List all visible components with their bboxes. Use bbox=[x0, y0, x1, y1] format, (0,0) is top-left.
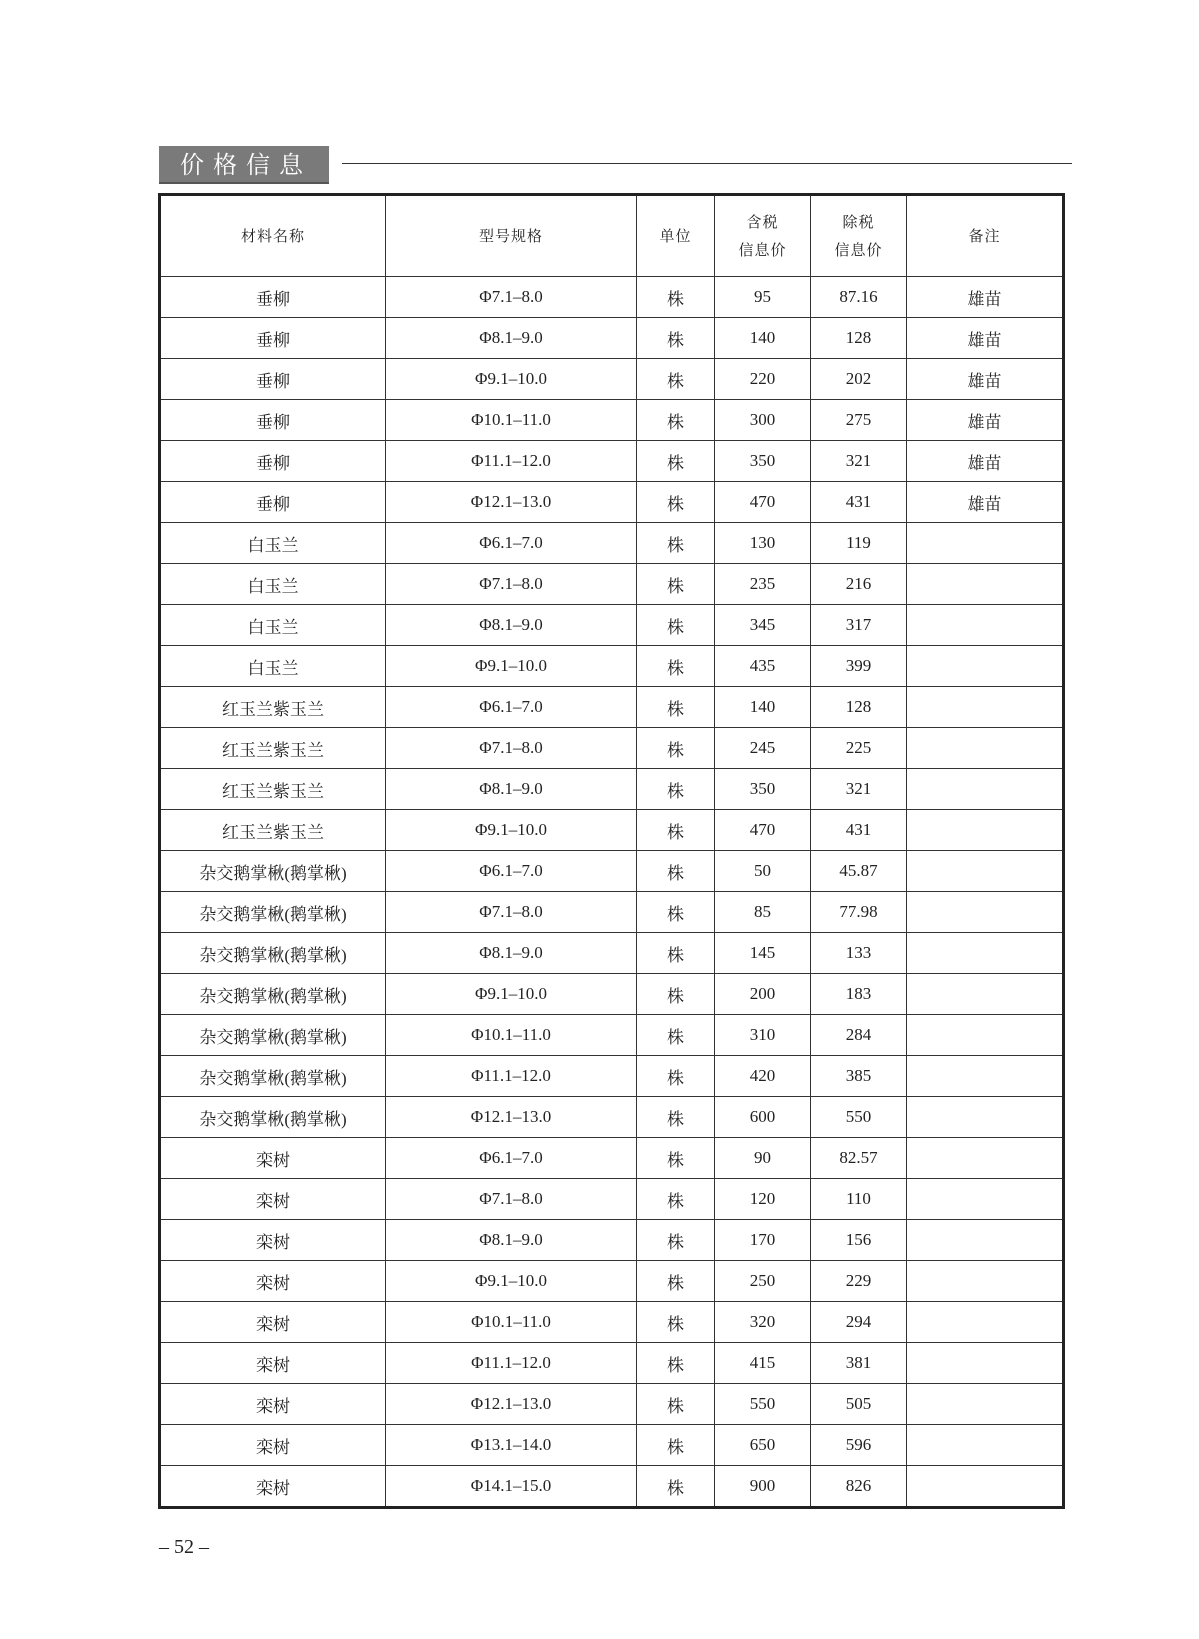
cell-remark bbox=[907, 1384, 1064, 1425]
cell-name: 杂交鹅掌楸(鹅掌楸) bbox=[160, 1056, 386, 1097]
table-row bbox=[160, 1425, 1064, 1466]
table-row bbox=[160, 359, 1064, 400]
cell-spec: Φ6.1–7.0 bbox=[386, 687, 637, 728]
cell-spec: Φ8.1–9.0 bbox=[386, 769, 637, 810]
cell-unit: 株 bbox=[637, 1302, 715, 1343]
cell-spec: Φ7.1–8.0 bbox=[386, 277, 637, 318]
cell-price-notax: 431 bbox=[811, 810, 907, 851]
cell-price-tax: 600 bbox=[715, 1097, 811, 1138]
cell-remark: 雄苗 bbox=[907, 318, 1064, 359]
cell-price-tax: 95 bbox=[715, 277, 811, 318]
cell-spec: Φ10.1–11.0 bbox=[386, 1015, 637, 1056]
cell-unit: 株 bbox=[637, 482, 715, 523]
cell-unit: 株 bbox=[637, 441, 715, 482]
cell-price-tax: 350 bbox=[715, 769, 811, 810]
table-row bbox=[160, 851, 1064, 892]
cell-price-notax: 385 bbox=[811, 1056, 907, 1097]
cell-unit: 株 bbox=[637, 1425, 715, 1466]
cell-price-tax: 235 bbox=[715, 564, 811, 605]
cell-price-tax: 145 bbox=[715, 933, 811, 974]
cell-name: 杂交鹅掌楸(鹅掌楸) bbox=[160, 974, 386, 1015]
cell-name: 垂柳 bbox=[160, 441, 386, 482]
cell-price-notax: 381 bbox=[811, 1343, 907, 1384]
cell-unit: 株 bbox=[637, 1097, 715, 1138]
cell-price-notax: 156 bbox=[811, 1220, 907, 1261]
cell-unit: 株 bbox=[637, 769, 715, 810]
cell-spec: Φ9.1–10.0 bbox=[386, 646, 637, 687]
cell-remark bbox=[907, 1220, 1064, 1261]
table-row bbox=[160, 892, 1064, 933]
cell-price-notax: 321 bbox=[811, 441, 907, 482]
cell-name: 栾树 bbox=[160, 1425, 386, 1466]
cell-remark: 雄苗 bbox=[907, 400, 1064, 441]
cell-spec: Φ9.1–10.0 bbox=[386, 359, 637, 400]
cell-name: 杂交鹅掌楸(鹅掌楸) bbox=[160, 1015, 386, 1056]
cell-price-tax: 245 bbox=[715, 728, 811, 769]
cell-unit: 株 bbox=[637, 933, 715, 974]
cell-unit: 株 bbox=[637, 892, 715, 933]
cell-remark bbox=[907, 687, 1064, 728]
cell-unit: 株 bbox=[637, 1138, 715, 1179]
cell-unit: 株 bbox=[637, 1179, 715, 1220]
cell-unit: 株 bbox=[637, 974, 715, 1015]
table-row bbox=[160, 1015, 1064, 1056]
table-row bbox=[160, 1097, 1064, 1138]
cell-remark: 雄苗 bbox=[907, 277, 1064, 318]
cell-price-notax: 399 bbox=[811, 646, 907, 687]
cell-remark: 雄苗 bbox=[907, 359, 1064, 400]
cell-remark: 雄苗 bbox=[907, 441, 1064, 482]
cell-price-tax: 120 bbox=[715, 1179, 811, 1220]
cell-name: 杂交鹅掌楸(鹅掌楸) bbox=[160, 933, 386, 974]
cell-name: 杂交鹅掌楸(鹅掌楸) bbox=[160, 892, 386, 933]
table-row bbox=[160, 1220, 1064, 1261]
cell-price-notax: 128 bbox=[811, 318, 907, 359]
cell-unit: 株 bbox=[637, 1466, 715, 1508]
cell-price-notax: 119 bbox=[811, 523, 907, 564]
cell-unit: 株 bbox=[637, 605, 715, 646]
cell-remark bbox=[907, 1138, 1064, 1179]
table-row bbox=[160, 1302, 1064, 1343]
header-price-tax bbox=[715, 195, 811, 277]
cell-price-tax: 300 bbox=[715, 400, 811, 441]
table-row bbox=[160, 810, 1064, 851]
cell-price-tax: 900 bbox=[715, 1466, 811, 1508]
cell-price-tax: 140 bbox=[715, 318, 811, 359]
cell-unit: 株 bbox=[637, 1015, 715, 1056]
cell-name: 白玉兰 bbox=[160, 605, 386, 646]
cell-remark: 雄苗 bbox=[907, 482, 1064, 523]
page-number: – 52 – bbox=[159, 1536, 209, 1558]
cell-name: 红玉兰紫玉兰 bbox=[160, 810, 386, 851]
header-remark: 备注 bbox=[907, 195, 1064, 277]
cell-unit: 株 bbox=[637, 687, 715, 728]
cell-spec: Φ12.1–13.0 bbox=[386, 1384, 637, 1425]
cell-name: 栾树 bbox=[160, 1261, 386, 1302]
cell-price-tax: 350 bbox=[715, 441, 811, 482]
cell-remark bbox=[907, 1261, 1064, 1302]
cell-remark bbox=[907, 769, 1064, 810]
section-divider bbox=[342, 163, 1072, 164]
cell-price-tax: 415 bbox=[715, 1343, 811, 1384]
cell-price-tax: 85 bbox=[715, 892, 811, 933]
cell-price-notax: 202 bbox=[811, 359, 907, 400]
cell-price-tax: 220 bbox=[715, 359, 811, 400]
cell-remark bbox=[907, 605, 1064, 646]
cell-name: 杂交鹅掌楸(鹅掌楸) bbox=[160, 1097, 386, 1138]
header-price-tax-line2: 信息价 bbox=[738, 241, 787, 259]
cell-spec: Φ8.1–9.0 bbox=[386, 605, 637, 646]
cell-name: 栾树 bbox=[160, 1343, 386, 1384]
cell-name: 栾树 bbox=[160, 1466, 386, 1508]
cell-name: 栾树 bbox=[160, 1384, 386, 1425]
cell-price-notax: 317 bbox=[811, 605, 907, 646]
cell-spec: Φ12.1–13.0 bbox=[386, 1097, 637, 1138]
cell-name: 栾树 bbox=[160, 1302, 386, 1343]
cell-unit: 株 bbox=[637, 646, 715, 687]
cell-spec: Φ6.1–7.0 bbox=[386, 851, 637, 892]
header-row bbox=[160, 195, 1064, 277]
cell-unit: 株 bbox=[637, 810, 715, 851]
cell-price-tax: 170 bbox=[715, 1220, 811, 1261]
cell-spec: Φ9.1–10.0 bbox=[386, 810, 637, 851]
header-name: 材料名称 bbox=[160, 195, 386, 277]
cell-price-tax: 345 bbox=[715, 605, 811, 646]
cell-price-notax: 284 bbox=[811, 1015, 907, 1056]
header-price-notax-line2: 信息价 bbox=[834, 241, 883, 259]
cell-price-tax: 90 bbox=[715, 1138, 811, 1179]
cell-remark bbox=[907, 1179, 1064, 1220]
cell-spec: Φ12.1–13.0 bbox=[386, 482, 637, 523]
cell-name: 垂柳 bbox=[160, 359, 386, 400]
table-row bbox=[160, 1138, 1064, 1179]
cell-unit: 株 bbox=[637, 1384, 715, 1425]
cell-unit: 株 bbox=[637, 1056, 715, 1097]
cell-remark bbox=[907, 646, 1064, 687]
table-header bbox=[160, 195, 1064, 277]
table-row bbox=[160, 1261, 1064, 1302]
cell-spec: Φ14.1–15.0 bbox=[386, 1466, 637, 1508]
cell-price-notax: 294 bbox=[811, 1302, 907, 1343]
cell-unit: 株 bbox=[637, 523, 715, 564]
table-row bbox=[160, 564, 1064, 605]
table-row bbox=[160, 687, 1064, 728]
table-row bbox=[160, 482, 1064, 523]
cell-remark bbox=[907, 851, 1064, 892]
cell-price-tax: 250 bbox=[715, 1261, 811, 1302]
cell-price-notax: 321 bbox=[811, 769, 907, 810]
cell-price-notax: 87.16 bbox=[811, 277, 907, 318]
table-row bbox=[160, 441, 1064, 482]
header-unit: 单位 bbox=[637, 195, 715, 277]
cell-price-tax: 130 bbox=[715, 523, 811, 564]
cell-unit: 株 bbox=[637, 318, 715, 359]
cell-remark bbox=[907, 892, 1064, 933]
cell-remark bbox=[907, 728, 1064, 769]
cell-name: 垂柳 bbox=[160, 482, 386, 523]
cell-spec: Φ6.1–7.0 bbox=[386, 1138, 637, 1179]
cell-price-notax: 275 bbox=[811, 400, 907, 441]
cell-price-notax: 45.87 bbox=[811, 851, 907, 892]
table-row bbox=[160, 523, 1064, 564]
cell-remark bbox=[907, 1343, 1064, 1384]
header-price-notax-line1: 除税 bbox=[842, 213, 875, 231]
cell-unit: 株 bbox=[637, 564, 715, 605]
table-row bbox=[160, 277, 1064, 318]
price-table bbox=[158, 193, 1065, 1509]
cell-name: 栾树 bbox=[160, 1220, 386, 1261]
cell-spec: Φ8.1–9.0 bbox=[386, 933, 637, 974]
cell-remark bbox=[907, 810, 1064, 851]
table-body bbox=[160, 277, 1064, 1508]
cell-price-notax: 596 bbox=[811, 1425, 907, 1466]
table-row bbox=[160, 646, 1064, 687]
table-row bbox=[160, 1056, 1064, 1097]
cell-unit: 株 bbox=[637, 851, 715, 892]
cell-name: 白玉兰 bbox=[160, 523, 386, 564]
cell-price-tax: 435 bbox=[715, 646, 811, 687]
cell-name: 白玉兰 bbox=[160, 564, 386, 605]
table-row bbox=[160, 605, 1064, 646]
cell-remark bbox=[907, 523, 1064, 564]
cell-remark bbox=[907, 1015, 1064, 1056]
cell-spec: Φ7.1–8.0 bbox=[386, 728, 637, 769]
cell-name: 红玉兰紫玉兰 bbox=[160, 687, 386, 728]
cell-name: 杂交鹅掌楸(鹅掌楸) bbox=[160, 851, 386, 892]
cell-price-tax: 200 bbox=[715, 974, 811, 1015]
cell-price-tax: 140 bbox=[715, 687, 811, 728]
table-row bbox=[160, 1384, 1064, 1425]
cell-unit: 株 bbox=[637, 1261, 715, 1302]
table-row bbox=[160, 933, 1064, 974]
cell-unit: 株 bbox=[637, 728, 715, 769]
cell-price-tax: 470 bbox=[715, 482, 811, 523]
cell-unit: 株 bbox=[637, 400, 715, 441]
section-header bbox=[159, 146, 1072, 186]
cell-price-tax: 650 bbox=[715, 1425, 811, 1466]
table-row bbox=[160, 974, 1064, 1015]
cell-price-notax: 550 bbox=[811, 1097, 907, 1138]
table-row bbox=[160, 400, 1064, 441]
cell-spec: Φ10.1–11.0 bbox=[386, 1302, 637, 1343]
cell-unit: 株 bbox=[637, 277, 715, 318]
cell-name: 白玉兰 bbox=[160, 646, 386, 687]
cell-spec: Φ7.1–8.0 bbox=[386, 564, 637, 605]
cell-price-tax: 550 bbox=[715, 1384, 811, 1425]
cell-spec: Φ9.1–10.0 bbox=[386, 1261, 637, 1302]
table-row bbox=[160, 1179, 1064, 1220]
cell-price-notax: 133 bbox=[811, 933, 907, 974]
cell-price-tax: 420 bbox=[715, 1056, 811, 1097]
cell-name: 垂柳 bbox=[160, 277, 386, 318]
cell-remark bbox=[907, 564, 1064, 605]
table-row bbox=[160, 1466, 1064, 1508]
table-row bbox=[160, 728, 1064, 769]
cell-price-notax: 128 bbox=[811, 687, 907, 728]
table-row bbox=[160, 769, 1064, 810]
cell-remark bbox=[907, 974, 1064, 1015]
header-price-notax bbox=[811, 195, 907, 277]
cell-spec: Φ11.1–12.0 bbox=[386, 1343, 637, 1384]
table-row bbox=[160, 318, 1064, 359]
cell-remark bbox=[907, 1466, 1064, 1508]
cell-spec: Φ7.1–8.0 bbox=[386, 1179, 637, 1220]
cell-price-notax: 229 bbox=[811, 1261, 907, 1302]
cell-name: 垂柳 bbox=[160, 400, 386, 441]
header-price-tax-line1: 含税 bbox=[746, 213, 779, 231]
cell-remark bbox=[907, 1425, 1064, 1466]
cell-price-tax: 470 bbox=[715, 810, 811, 851]
cell-spec: Φ8.1–9.0 bbox=[386, 318, 637, 359]
header-spec: 型号规格 bbox=[386, 195, 637, 277]
cell-spec: Φ9.1–10.0 bbox=[386, 974, 637, 1015]
cell-price-notax: 505 bbox=[811, 1384, 907, 1425]
cell-remark bbox=[907, 933, 1064, 974]
cell-name: 栾树 bbox=[160, 1138, 386, 1179]
cell-price-notax: 431 bbox=[811, 482, 907, 523]
cell-name: 红玉兰紫玉兰 bbox=[160, 728, 386, 769]
cell-unit: 株 bbox=[637, 1343, 715, 1384]
cell-spec: Φ13.1–14.0 bbox=[386, 1425, 637, 1466]
cell-price-tax: 310 bbox=[715, 1015, 811, 1056]
cell-remark bbox=[907, 1097, 1064, 1138]
cell-name: 栾树 bbox=[160, 1179, 386, 1220]
cell-spec: Φ11.1–12.0 bbox=[386, 1056, 637, 1097]
cell-price-notax: 110 bbox=[811, 1179, 907, 1220]
cell-unit: 株 bbox=[637, 1220, 715, 1261]
cell-remark bbox=[907, 1302, 1064, 1343]
cell-spec: Φ7.1–8.0 bbox=[386, 892, 637, 933]
cell-spec: Φ6.1–7.0 bbox=[386, 523, 637, 564]
cell-spec: Φ8.1–9.0 bbox=[386, 1220, 637, 1261]
cell-unit: 株 bbox=[637, 359, 715, 400]
cell-name: 红玉兰紫玉兰 bbox=[160, 769, 386, 810]
cell-spec: Φ11.1–12.0 bbox=[386, 441, 637, 482]
cell-price-notax: 225 bbox=[811, 728, 907, 769]
cell-price-notax: 826 bbox=[811, 1466, 907, 1508]
cell-price-tax: 320 bbox=[715, 1302, 811, 1343]
section-title: 价格信息 bbox=[159, 146, 329, 184]
cell-price-tax: 50 bbox=[715, 851, 811, 892]
cell-price-notax: 183 bbox=[811, 974, 907, 1015]
cell-spec: Φ10.1–11.0 bbox=[386, 400, 637, 441]
cell-price-notax: 77.98 bbox=[811, 892, 907, 933]
cell-price-notax: 82.57 bbox=[811, 1138, 907, 1179]
cell-price-notax: 216 bbox=[811, 564, 907, 605]
cell-name: 垂柳 bbox=[160, 318, 386, 359]
cell-remark bbox=[907, 1056, 1064, 1097]
table-row bbox=[160, 1343, 1064, 1384]
